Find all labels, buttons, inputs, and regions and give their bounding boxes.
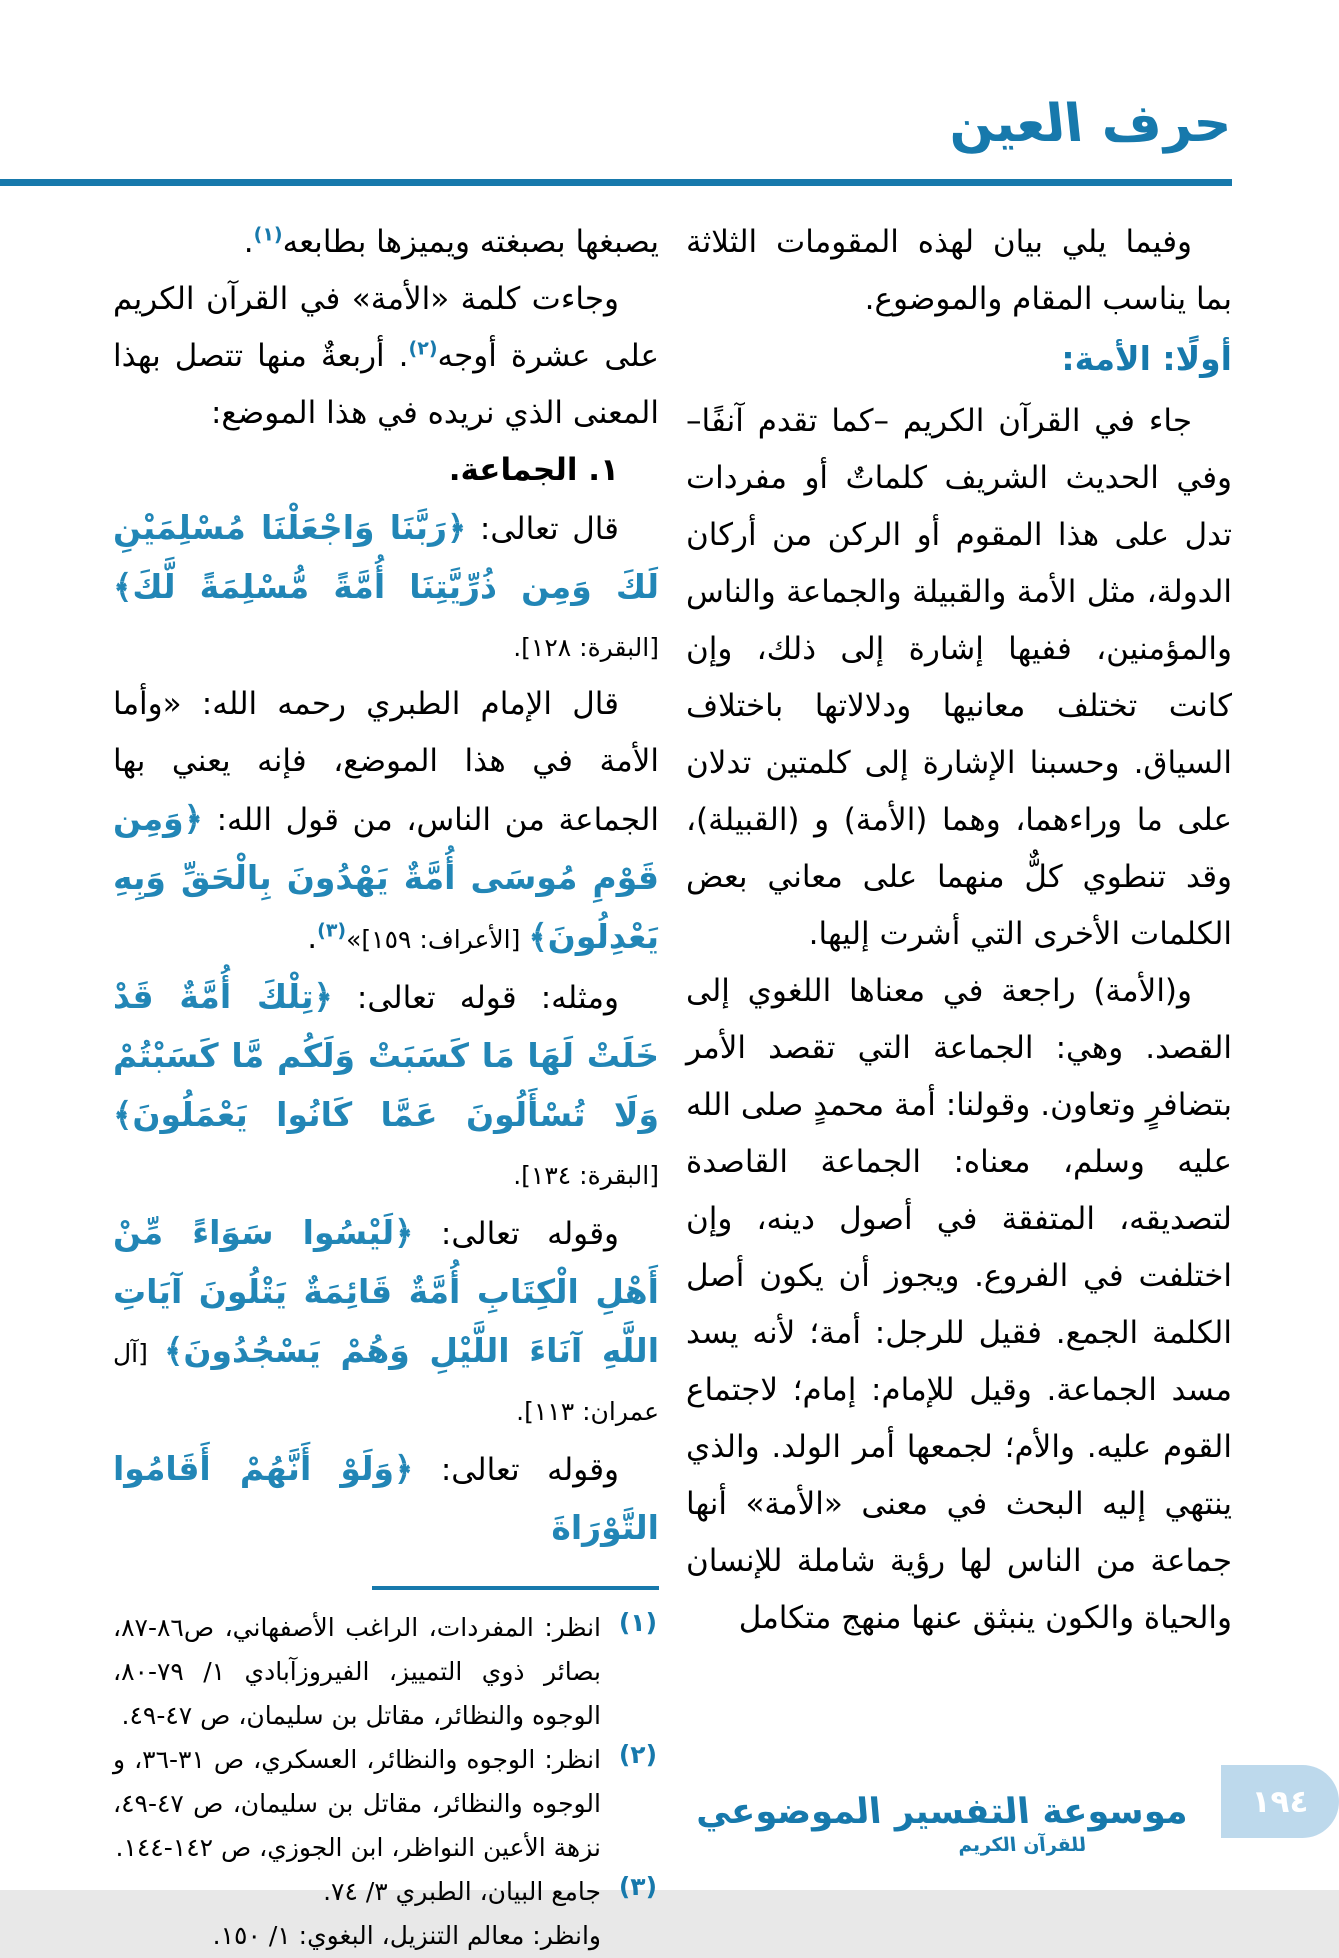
column-left-body	[113, 214, 659, 1558]
logo-subtitle: للقرآن الكريم	[956, 1834, 1088, 1856]
page-number-pill	[1221, 1765, 1339, 1838]
body-text: .	[307, 920, 318, 956]
paragraph	[686, 393, 1232, 963]
paragraph	[113, 1440, 659, 1558]
heading-text: أولًا: الأمة:	[1061, 339, 1232, 378]
footnote-ref: (٢)	[408, 337, 438, 360]
paragraph	[113, 1204, 659, 1440]
body-text: وقوله تعالى:	[413, 1452, 619, 1488]
header-rule	[0, 179, 1232, 186]
body-text: ١. الجماعة.	[448, 452, 619, 488]
footnote-list	[113, 1606, 659, 1958]
body-text: يصبغها بصبغته ويميزها بطابعه	[282, 224, 659, 260]
publisher-logo	[693, 1792, 1189, 1856]
paragraph	[113, 676, 659, 968]
footnote-marker: (٣)	[618, 1872, 657, 1901]
footnote-text: انظر: المفردات، الراغب الأصفهاني، ص٨٦-٨٧، بصائر ذوي التمييز، الفيروزآبادي ١/ ٧٩-٨٠، الوجوه والنظائر، مقاتل بن سليمان، ص ٤٧-٤٩.	[113, 1613, 601, 1730]
column-right	[686, 214, 1232, 1958]
section-heading	[686, 330, 1232, 387]
chapter-title: حرف العين	[944, 94, 1235, 154]
body-text: وقوله تعالى:	[413, 1216, 619, 1252]
text-columns	[112, 214, 1232, 1958]
body-text: . أربعةٌ منها تتصل بهذا المعنى الذي نريده في هذا الموضع:	[113, 338, 659, 431]
column-left	[113, 214, 659, 1958]
footnote-ref: (١)	[253, 223, 283, 246]
quran-verse: ﴿تِلْكَ أُمَّةٌ قَدْ خَلَتْ لَهَا مَا كَسَبَتْ وَلَكُم مَّا كَسَبْتُمْ وَلَا تُسْأَلُونَ عَمَّا كَانُوا يَعْمَلُونَ﴾	[113, 977, 659, 1134]
paragraph	[113, 499, 659, 676]
footnote	[113, 1606, 659, 1738]
body-text: جاء في القرآن الكريم –كما تقدم آنفًا– وفي الحديث الشريف كلماتٌ أو مفردات تدل على هذا المقوم أو الركن من أركان الدولة، مثل الأمة والقبيلة والجماعة والناس والمؤمنين، ففيها إشارة إلى ذلك، وإن كانت تختلف معانيها ودلالاتها باختلاف السياق. وحسبنا الإشارة إلى كلمتين تدلان على ما وراءهما، وهما (الأمة) و (القبيلة)، وقد تنطوي كلٌّ منهما على معاني بعض الكلمات الأخرى التي أشرت إليها.	[686, 403, 1232, 952]
page-number: ١٩٤	[1251, 1783, 1309, 1820]
footnotes	[113, 1586, 659, 1958]
quran-verse: ﴿وَلَوْ أَنَّهُمْ أَقَامُوا التَّوْرَاةَ	[113, 1449, 659, 1547]
footnote-marker: (٢)	[618, 1740, 657, 1769]
body-text: .	[243, 224, 254, 260]
footnote	[113, 1870, 659, 1958]
footnote-marker: (١)	[618, 1608, 657, 1637]
verse-citation: [آل عمران: ١١٣].	[113, 1339, 659, 1426]
footnote-ref: (٣)	[317, 919, 347, 942]
footnote-text: جامع البيان، الطبري ٣/ ٧٤. وانظر: معالم التنزيل، البغوي: ١/ ١٥٠.	[212, 1877, 601, 1950]
body-text: وفيما يلي بيان لهذه المقومات الثلاثة بما يناسب المقام والموضوع.	[686, 224, 1232, 317]
verse-citation: [البقرة: ١٣٤].	[513, 1161, 659, 1190]
body-text: قال تعالى:	[466, 511, 619, 547]
paragraph	[113, 968, 659, 1204]
body-text: ومثله: قوله تعالى:	[332, 980, 619, 1016]
body-text: وجاءت كلمة «الأمة» في القرآن الكريم على عشرة أوجه	[113, 281, 659, 374]
paragraph	[686, 963, 1232, 1647]
quran-verse: ﴿وَمِن قَوْمِ مُوسَى أُمَّةٌ يَهْدُونَ بِالْحَقِّ وَبِهِ يَعْدِلُونَ﴾	[113, 799, 659, 956]
paragraph	[113, 271, 659, 442]
list-heading	[113, 442, 659, 499]
body-text: و(الأمة) راجعة في معناها اللغوي إلى القصد. وهي: الجماعة التي تقصد الأمر بتضافرٍ وتعاون. وقولنا: أمة محمدٍ صلى الله عليه وسلم، معناه: الجماعة القاصدة لتصديقه، المتفقة في أصول دينه، وإن اختلفت في الفروع. ويجوز أن يكون أصل الكلمة الجمع. فقيل للرجل: أمة؛ لأنه يسد مسد الجماعة. وقيل للإمام: إمام؛ لاجتماع القوم عليه. والأم؛ لجمعها أمر الولد. والذي ينتهي إليه البحث في معنى «الأمة» أنها جماعة من الناس لها رؤية شاملة للإنسان والحياة والكون ينبثق عنها منهج متكامل	[686, 973, 1232, 1636]
verse-citation: [الأعراف: ١٥٩]»	[346, 925, 529, 954]
footnote-text: انظر: الوجوه والنظائر، العسكري، ص ٣١-٣٦، و الوجوه والنظائر، مقاتل بن سليمان، ص ٤٧-٤٩، نزهة الأعين النواظر، ابن الجوزي، ص ١٤٢-١٤٤.	[113, 1745, 601, 1862]
paragraph	[113, 214, 659, 271]
footnote	[113, 1738, 659, 1870]
footnote-separator	[372, 1586, 659, 1590]
quran-verse: ﴿لَيْسُوا سَوَاءً مِّنْ أَهْلِ الْكِتَابِ أُمَّةٌ قَائِمَةٌ يَتْلُونَ آيَاتِ اللَّهِ آنَاءَ اللَّيْلِ وَهُمْ يَسْجُدُونَ﴾	[113, 1213, 660, 1370]
body-text: قال الإمام الطبري رحمه الله: «وأما الأمة في هذا الموضع، فإنه يعني بها الجماعة من الناس، من قول الله:	[113, 686, 659, 838]
logo-title: موسوعة التفسير الموضوعي	[693, 1792, 1189, 1832]
verse-citation: [البقرة: ١٢٨].	[513, 633, 659, 662]
quran-verse: ﴿رَبَّنَا وَاجْعَلْنَا مُسْلِمَيْنِ لَكَ وَمِن ذُرِّيَّتِنَا أُمَّةً مُّسْلِمَةً لَّكَ﴾	[113, 508, 659, 606]
paragraph	[686, 214, 1232, 328]
